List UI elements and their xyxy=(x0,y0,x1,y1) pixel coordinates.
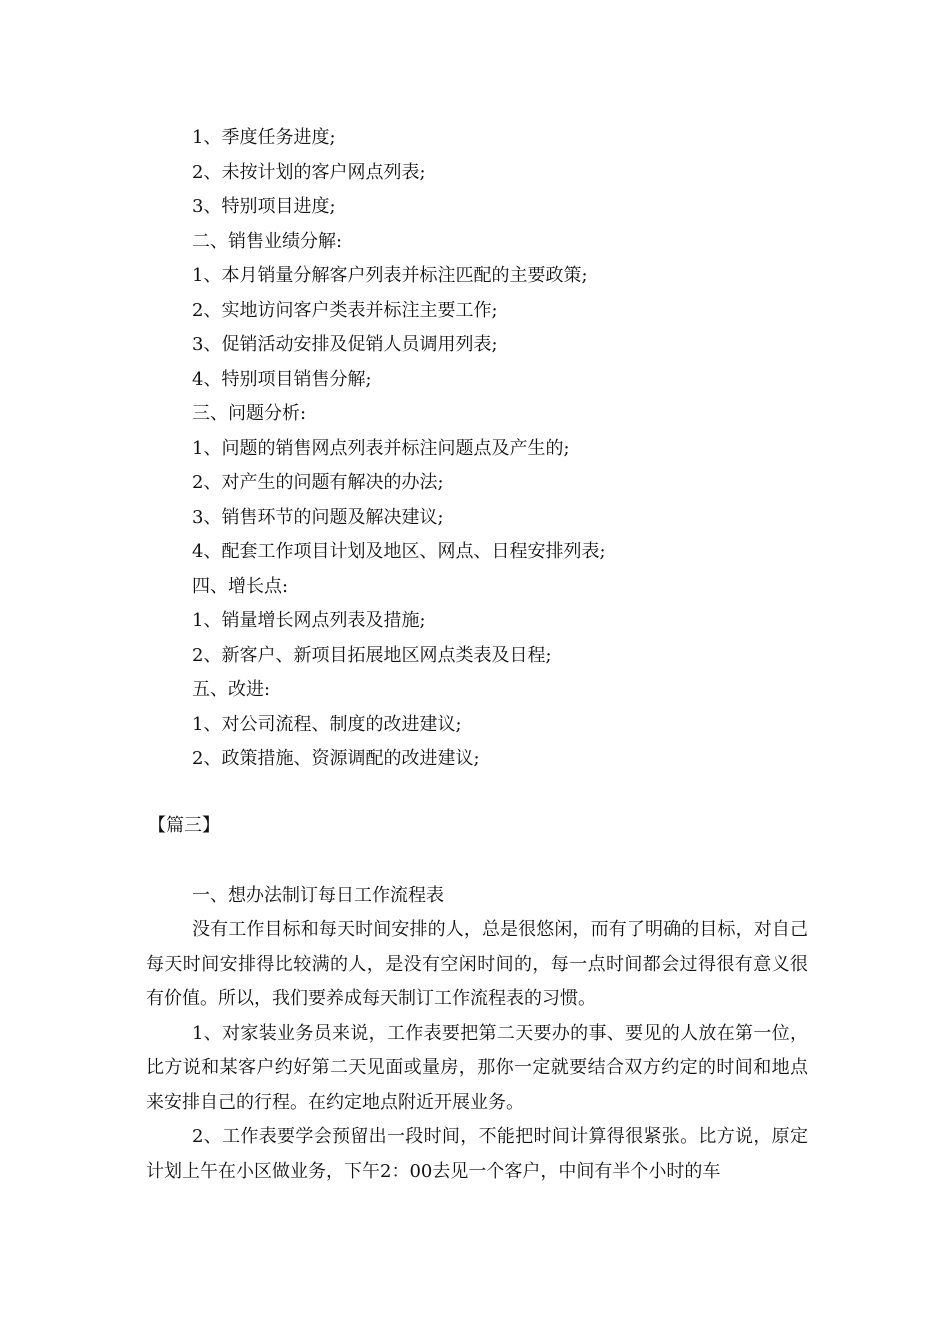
list-item: 4、配套工作项目计划及地区、网点、日程安排列表; xyxy=(192,541,606,562)
list-item: 2、实地访问客户类表并标注主要工作; xyxy=(192,299,498,321)
list-item: 3、促销活动安排及促销人员调用列表; xyxy=(192,334,498,355)
list-item: 2、对产生的问题有解决的办法; xyxy=(192,472,444,493)
list-item: 4、特别项目销售分解; xyxy=(192,368,372,390)
list-heading: 五、改进: xyxy=(192,679,271,700)
body-paragraph: 1、对家装业务员来说，工作表要把第二天要办的事、要见的人放在第一位，比方说和某客户约好第二天见面或量房，那你一定就要结合双方约定的时间和地点来安排自己的行程。在约定地点附近开展业务。 xyxy=(146,1022,808,1113)
list-item: 3、销售环节的问题及解决建议; xyxy=(192,506,444,528)
list-item: 2、未按计划的客户网点列表; xyxy=(192,161,426,183)
list-item: 1、季度任务进度; xyxy=(192,127,336,148)
list-item: 1、问题的销售网点列表并标注问题点及产生的; xyxy=(192,437,570,459)
list-item: 1、本月销量分解客户列表并标注匹配的主要政策; xyxy=(192,265,588,286)
list-item: 1、对公司流程、制度的改进建议; xyxy=(192,713,462,735)
section-title: 【篇三】 xyxy=(148,815,220,836)
list-heading: 二、销售业绩分解: xyxy=(192,230,343,252)
list-item: 2、新客户、新项目拓展地区网点类表及日程; xyxy=(192,644,552,666)
section-body xyxy=(146,879,808,1189)
list-heading: 三、问题分析: xyxy=(192,403,307,424)
list-item: 3、特别项目进度; xyxy=(192,196,336,217)
body-paragraph: 2、工作表要学会预留出一段时间，不能把时间计算得很紧张。比方说，原定计划上午在小区做业务，下午2：00去见一个客户，中间有半个小时的车 xyxy=(146,1126,808,1182)
list-heading: 四、增长点: xyxy=(192,575,289,597)
list-item: 2、政策措施、资源调配的改进建议; xyxy=(192,748,480,769)
section-heading: 一、想办法制订每日工作流程表 xyxy=(192,885,444,906)
body-paragraph: 没有工作目标和每天时间安排的人，总是很悠闲，而有了明确的目标，对自己每天时间安排得比较满的人，是没有空闲时间的，每一点时间都会过得很有意义很有价值。所以，我们要养成每天制订工作流程表的习惯。 xyxy=(146,919,808,1009)
list-item: 1、销量增长网点列表及措施; xyxy=(192,610,426,631)
outline-list xyxy=(192,121,832,777)
